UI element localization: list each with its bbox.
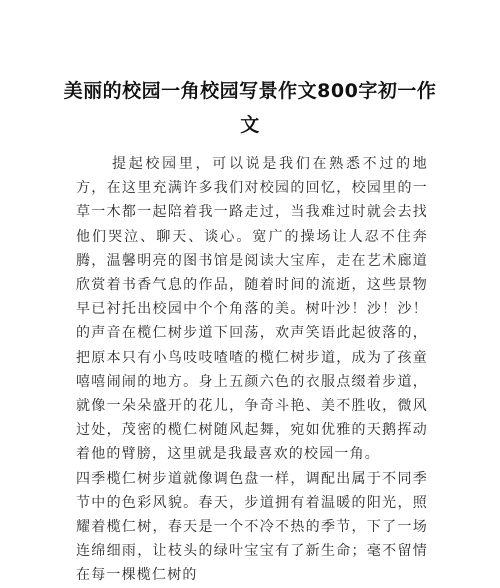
document-title: 美丽的校园一角校园写景作文800字初一作文	[63, 80, 437, 136]
document-body	[76, 152, 428, 588]
paragraph-2: 四季榄仁树步道就像调色盘一样，调配出属于不同季节中的色彩风貌。春天，步道拥有着温暖的阳光，照耀着榄仁树，春天是一个不冷不热的季节，下了一场连绵细雨，让枝头的绿叶宝宝有了新生命；毫不留情在每一棵榄仁树的	[76, 470, 428, 584]
paragraph-1: 提起校园里，可以说是我们在熟悉不过的地方，在这里充满许多我们对校园的回忆，校园里的一草一木都一起陪着我一路走过，当我难过时就会去找他们哭泣、聊天、谈心。宽广的操场让人忍不住奔腾，温馨明亮的图书馆是阅读大宝库，走在艺术廊道欣赏着书香气息的作品，随着时间的流逝，这些景物早已衬托出校园中个个角落的美。树叶沙！沙！沙！的声音在榄仁树步道下回荡，欢声笑语此起彼落的，把原本只有小鸟吱吱喳喳的榄仁树步道，成为了孩童嘻嘻闹闹的地方。身上五颜六色的衣服点缀着步道，就像一朵朵盛开的花儿，争奇斗艳、美不胜收，微风过处，茂密的榄仁树随风起舞，宛如优雅的天鹅挥动着他的臂膀，这里就是我最喜欢的校园一角。	[76, 156, 428, 463]
